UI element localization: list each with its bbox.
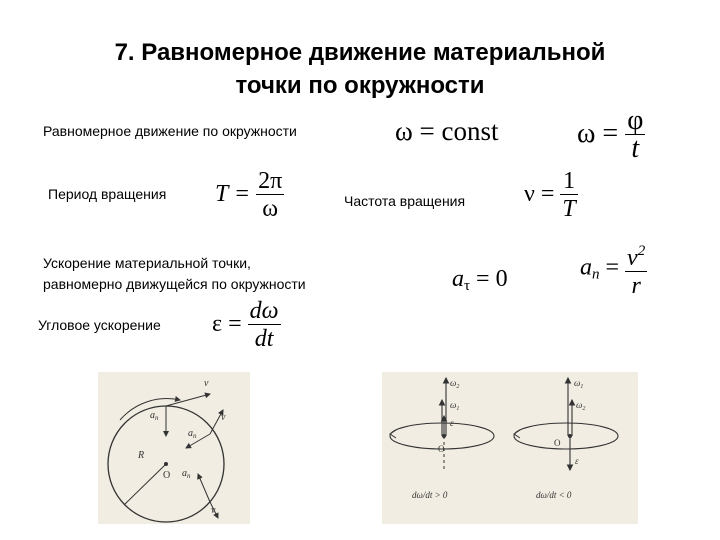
normal-num: [625, 238, 647, 271]
title-line-1: 7. Равномерное движение материальной: [114, 39, 606, 66]
label-left-w1-sub: 1: [456, 406, 460, 412]
label-right-w1-sub: 1: [580, 384, 584, 390]
acceleration-bottom-arrow: [198, 474, 210, 502]
title-line-2: точки по окружности: [235, 72, 485, 99]
angular-fraction: [248, 298, 281, 353]
label-an-mid-a: a: [188, 428, 193, 439]
panel-decelerating: [514, 378, 618, 470]
angular-num: dω: [249, 298, 279, 324]
tangential-acceleration-formula: [452, 266, 508, 295]
normal-eq: =: [605, 254, 620, 281]
label-left-condition: dω/dt > 0: [412, 490, 448, 500]
acceleration-label: [43, 253, 306, 295]
period-num: 2π: [258, 168, 283, 194]
label-an-bot-sub: n: [187, 472, 191, 480]
label-right-w2-w: ω: [576, 400, 583, 410]
angular-vectors-figure: [382, 372, 638, 524]
page-title: [0, 36, 720, 102]
angular-den: dt: [248, 324, 281, 353]
omega-const-text: ω = const: [395, 116, 499, 146]
frequency-den: T: [562, 196, 576, 222]
normal-a: a: [580, 254, 592, 281]
label-an-top: [150, 410, 159, 422]
orbit-right-ellipse: [514, 423, 618, 449]
label-right-w2: [576, 400, 585, 412]
panel-accelerating: [390, 378, 494, 472]
center-left-point: [442, 434, 446, 438]
omega-const-formula: [395, 116, 499, 147]
tangential-a: a: [452, 266, 464, 292]
omega-def-lhs: ω =: [577, 117, 619, 149]
label-v-top: v: [204, 378, 209, 389]
label-left-w2-w: ω: [450, 378, 457, 388]
label-right-w1: [574, 378, 583, 390]
period-den: ω: [256, 194, 284, 223]
normal-den: r: [625, 271, 647, 300]
label-an-mid-sub: n: [193, 432, 197, 440]
omega-def-num: φ: [627, 105, 644, 136]
label-v-bot: v: [211, 505, 216, 516]
omega-definition-formula: [577, 105, 645, 164]
frequency-lhs: ν =: [524, 181, 555, 208]
label-v-right: v: [221, 412, 226, 423]
center-right-point: [568, 434, 572, 438]
period-lhs: T =: [215, 181, 251, 208]
label-left-eps: ε: [450, 418, 454, 428]
label-right-O: O: [554, 438, 561, 448]
label-an-bot-a: a: [182, 468, 187, 479]
uniform-motion-label: Равномерное движение по окружности: [43, 123, 297, 139]
label-right-condition: dω/dt < 0: [536, 490, 572, 500]
label-left-O: O: [438, 444, 445, 454]
label-an-top-sub: n: [155, 414, 159, 422]
normal-acceleration-formula: [580, 238, 647, 300]
omega-def-den: t: [625, 134, 645, 163]
normal-num-sup: 2: [637, 243, 646, 259]
label-right-w2-sub: 2: [582, 406, 586, 412]
label-an-mid: [188, 428, 197, 440]
angular-acceleration-label: Угловое ускорение: [38, 317, 161, 333]
label-left-w1: [450, 400, 459, 412]
radius-line: [124, 464, 166, 505]
label-left-w2-sub: 2: [456, 384, 460, 390]
tangential-sub: τ: [464, 278, 471, 294]
label-an-top-a: a: [150, 410, 155, 421]
angular-acceleration-formula: [212, 298, 281, 353]
acceleration-label-line-1: Ускорение материальной точки,: [43, 255, 251, 271]
normal-sub: n: [592, 266, 600, 283]
normal-fraction: [625, 238, 647, 300]
label-right-eps: ε: [575, 456, 579, 466]
frequency-fraction: [560, 168, 577, 223]
omega-def-fraction: [625, 105, 645, 164]
acceleration-label-line-2: равномерно движущейся по окружности: [43, 276, 306, 292]
period-formula: [215, 168, 284, 223]
period-fraction: [256, 168, 284, 223]
frequency-label: Частота вращения: [344, 193, 466, 209]
tangential-rhs: = 0: [476, 266, 508, 292]
frequency-formula: [524, 168, 578, 223]
label-R: R: [138, 450, 145, 461]
period-label: Период вращения: [48, 186, 167, 202]
label-O: O: [163, 470, 171, 481]
frequency-num: 1: [563, 168, 576, 194]
velocity-top-arrow: [166, 394, 210, 406]
label-right-w1-w: ω: [574, 378, 581, 388]
angular-lhs: ε =: [212, 311, 242, 338]
normal-num-v: v: [627, 245, 638, 271]
label-left-w2: [450, 378, 459, 390]
label-an-bot: [182, 468, 191, 480]
label-left-w1-w: ω: [450, 400, 457, 410]
circle-motion-figure: [98, 372, 250, 524]
